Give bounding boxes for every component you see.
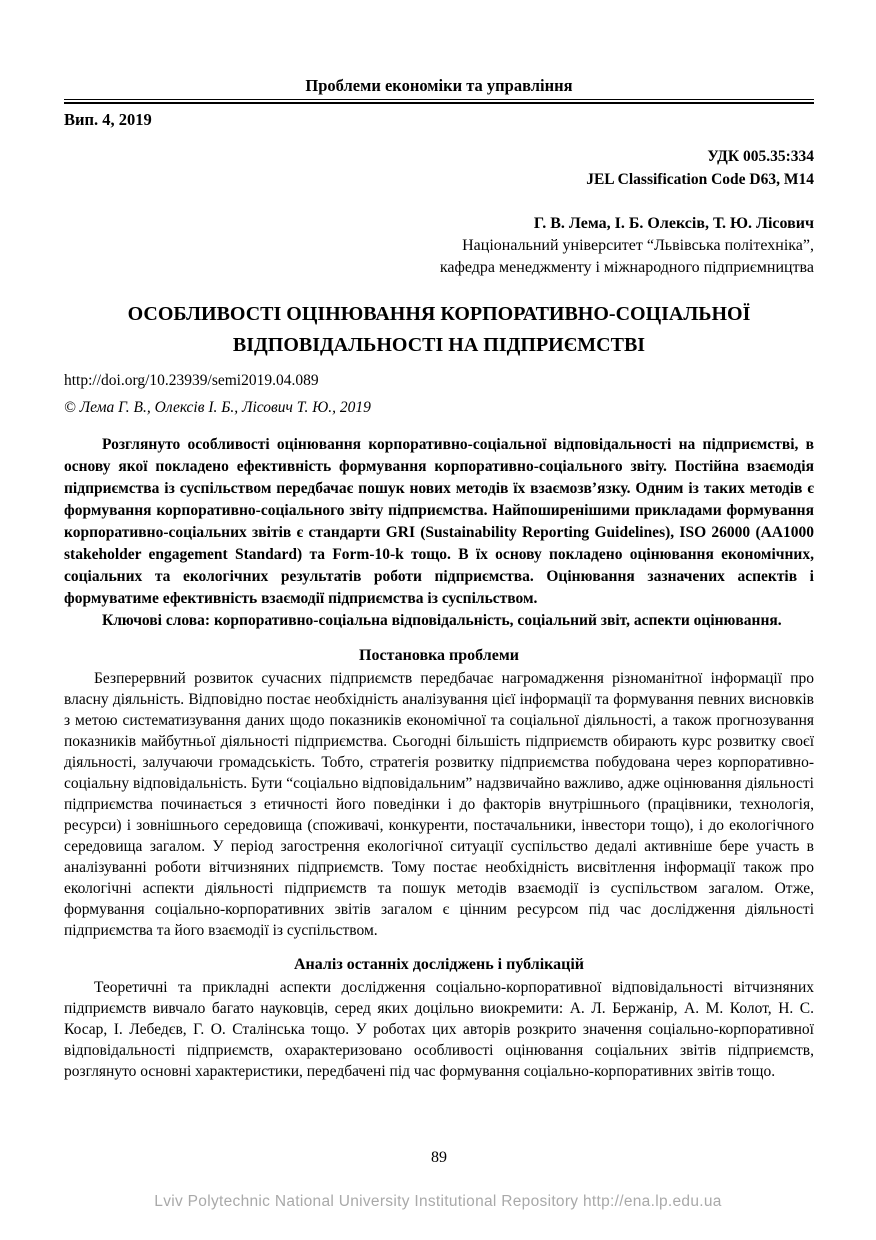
jel-code: JEL Classification Code D63, M14 — [586, 171, 814, 188]
repository-footer-line: Lviv Polytechnic National University Institutional Repository http://ena.lp.edu.ua — [154, 1193, 722, 1210]
abstract-paragraph: Розглянуто особливості оцінювання корпоративно-соціальної відповідальності на підприємстві, в основу якої покладено ефективність формування корпоративно-соціального звіту. Постійна взаємодія підприємства із суспільством передбачає пошук нових методів їх взаємозв’язку. Одним із таких методів є формування корпоративно-соціального звіту підприємства. Найпоширенішими прикладами формування корпоративно-соціальних звітів є стандарти GRI (Sustainability Reporting Guidelines), ISO 26000 (AA1000 stakeholder engagement Standard) та Form-10-k тощо. В їх основу покладено оцінювання економічних, соціальних та екологічних результатів роботи підприємства. Оцінювання зазначених аспектів і формуватиме ефективність взаємодії підприємства із суспільством. — [64, 436, 814, 607]
authors-block — [64, 213, 814, 279]
journal-header-title: Проблеми економіки та управління — [305, 76, 573, 95]
section-heading-problem-statement: Постановка проблеми — [359, 647, 519, 664]
classification-block — [64, 145, 814, 191]
udc-code: УДК 005.35:334 — [707, 148, 814, 165]
keywords-paragraph: Ключові слова: корпоративно-соціальна відповідальність, соціальний звіт, аспекти оцінювання. — [102, 612, 782, 629]
section-paragraph-recent-research: Теоретичні та прикладні аспекти дослідження соціально-корпоративної відповідальності вітчизняних підприємств вивчало багато науковців, серед яких доцільно виокремити: А. Л. Бержанір, А. М. Колот, Н. С. Косар, І. Лебедєв, Г. О. Сталінська тощо. У роботах цих авторів розкрито значення соціально-корпоративної відповідальності підприємств, охарактеризовано особливості оцінювання соціальних звітів підприємств, розглянуто основні характеристики, передбачені під час формування соціально-корпоративних звітів тощо. — [64, 979, 814, 1080]
affiliation-line-2: кафедра менеджменту і міжнародного підприємництва — [439, 259, 814, 276]
affiliation-line-1: Національний університет “Львівська політехніка”, — [462, 237, 814, 254]
doi-text: http://doi.org/10.23939/semi2019.04.089 — [64, 372, 319, 389]
paper-title — [64, 299, 814, 361]
header-double-rule — [64, 99, 814, 104]
copyright-line: © Лема Г. В., Олексів І. Б., Лісович Т. Ю., 2019 — [64, 399, 371, 416]
issue-label: Вип. 4, 2019 — [64, 110, 152, 129]
section-paragraph-problem-statement: Безперервний розвиток сучасних підприємств передбачає нагромадження різноманітної інформації про власну діяльність. Відповідно постає необхідність аналізування цієї інформації та формування певних висновків з метою систематизування даних щодо показників економічної та соціальної діяльності, а також прогнозування показників майбутньої діяльності підприємства. Сьогодні більшість підприємств обирають курс розвитку своєї діяльності, залучаючи громадськість. Тобто, стратегія розвитку підприємства побудована через корпоративно-соціальну відповідальність. Бути “соціально відповідальним” надзвичайно важливо, адже оцінювання діяльності підприємства починається з етичності його поведінки і до факторів внутрішнього (працівники, технологія, ресурси) і зовнішнього середовища (споживачі, конкуренти, постачальники, інвестори тощо), і до екологічного середовища загалом. У період загострення екологічної ситуації суспільство дедалі активніше бере участь в аналізуванні роботи вітчизняних підприємств. Тому постає необхідність висвітлення інформації також про екологічні аспекти діяльності підприємств та пошук методів взаємодії із суспільством загалом. Отже, формування соціально-корпоративних звітів загалом є цінним ресурсом під час дослідження діяльності підприємства та його взаємодії із суспільством. — [64, 670, 814, 939]
section-heading-recent-research: Аналіз останніх досліджень і публікацій — [293, 956, 585, 973]
page-number: 89 — [431, 1149, 447, 1166]
paper-title-line-2: ВІДПОВІДАЛЬНОСТІ НА ПІДПРИЄМСТВІ — [232, 334, 646, 356]
paper-title-line-1: ОСОБЛИВОСТІ ОЦІНЮВАННЯ КОРПОРАТИВНО-СОЦІАЛЬНОЇ — [127, 303, 751, 325]
authors-names: Г. В. Лема, І. Б. Олексів, Т. Ю. Лісович — [533, 215, 814, 232]
